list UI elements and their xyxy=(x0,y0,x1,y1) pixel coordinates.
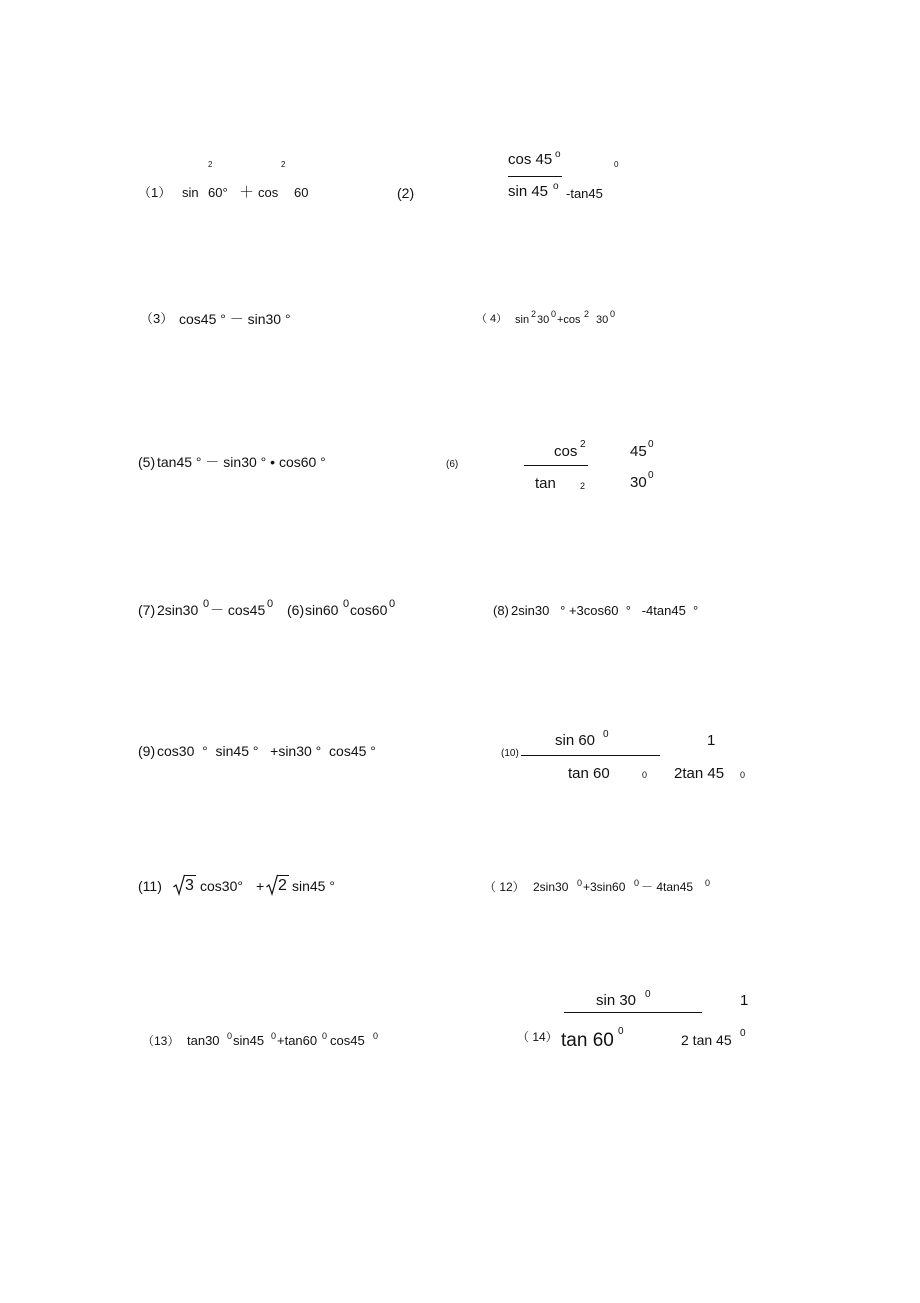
problem-6-tan: tan xyxy=(535,475,556,492)
problem-1-sin: sin xyxy=(182,185,199,200)
problem-4-plus-cos: +cos xyxy=(557,314,581,326)
problem-6-cos: cos xyxy=(554,443,578,460)
sqrt-symbol-icon xyxy=(266,874,278,896)
problem-2-numerator: cos 45 xyxy=(508,151,553,168)
problem-6b-label: (6) xyxy=(287,602,305,618)
problem-11-label: (11) xyxy=(138,878,162,894)
problem-12-exp3: 0 xyxy=(705,878,711,888)
problem-10-num-exp: 0 xyxy=(603,729,609,740)
problem-13-exp1: 0 xyxy=(227,1031,233,1041)
problem-10-fraction-bar xyxy=(521,755,660,756)
problem-2-fraction-bar xyxy=(508,176,562,177)
problem-4-sin-exp: 2 xyxy=(531,309,537,319)
problem-14-tail: 2 tan 45 xyxy=(681,1032,732,1048)
problem-6b-term1: sin60 xyxy=(305,602,339,618)
problem-13-term3: +tan60 xyxy=(277,1033,318,1048)
problem-5-expr: tan45 ° － sin30 ° • cos60 ° xyxy=(157,454,326,470)
problem-7-exp2: 0 xyxy=(267,598,274,610)
problem-6-label: (6) xyxy=(446,459,459,470)
problem-10-numerator: sin 60 xyxy=(555,732,596,749)
problem-1-angle1: 60° xyxy=(208,185,228,200)
sqrt-bar xyxy=(184,875,196,876)
problem-13-term2: sin45 xyxy=(233,1033,265,1048)
problem-10-one: 1 xyxy=(707,732,716,749)
problem-1-exp1: 2 xyxy=(208,160,213,169)
problem-8-expr: 2sin30 ° +3cos60 ° -4tan45 ° xyxy=(511,603,699,618)
problem-10-tail-exp: 0 xyxy=(740,770,746,780)
problem-14-label: （ 14） xyxy=(517,1030,558,1044)
problem-1-plus: ＋ xyxy=(239,184,255,201)
sqrt-symbol-icon xyxy=(173,874,185,896)
problem-4-label: （ 4） xyxy=(476,313,508,325)
problem-6b-exp2: 0 xyxy=(389,598,396,610)
problem-6-tan-exp: 2 xyxy=(580,481,586,491)
problem-6-cos-exp: 2 xyxy=(580,439,586,450)
problem-4-cos-exp: 2 xyxy=(584,309,590,319)
problem-11-radicand1: 3 xyxy=(185,877,194,894)
problem-12-exp1: 0 xyxy=(577,878,583,888)
problem-1-angle2: 60 xyxy=(294,185,309,200)
problem-11-plus: + xyxy=(256,878,265,894)
problem-12-term2: +3sin60 xyxy=(583,880,626,894)
problem-9-expr: cos30 ° sin45 ° +sin30 ° cos45 ° xyxy=(157,743,376,759)
problem-11-term2: sin45 ° xyxy=(292,878,335,894)
problem-14-fraction-bar xyxy=(564,1012,702,1013)
problem-11-radicand2: 2 xyxy=(278,877,287,894)
problem-9-label: (9) xyxy=(138,743,156,759)
problem-7-term2: － cos45 xyxy=(210,602,266,618)
problem-2-tail-exp: 0 xyxy=(614,160,619,169)
problem-7-exp1: 0 xyxy=(203,598,210,610)
problem-14-denominator: tan 60 xyxy=(561,1030,614,1051)
problem-10-tail: 2tan 45 xyxy=(674,765,725,782)
problem-3-label: （3） xyxy=(140,311,174,326)
problem-13-exp4: 0 xyxy=(373,1031,379,1041)
problem-10-label: (10) xyxy=(501,748,519,759)
problem-12-exp2: 0 xyxy=(634,878,640,888)
problem-6b-term2: cos60 xyxy=(350,602,388,618)
problem-10-den-exp: 0 xyxy=(642,770,648,780)
problem-1-label: （1） xyxy=(138,185,172,200)
problem-13-label: （13） xyxy=(142,1034,180,1048)
problem-4-angle1: 30 xyxy=(537,314,550,326)
problem-1-exp2: 2 xyxy=(281,160,286,169)
problem-6-angle1: 45 xyxy=(630,443,647,460)
problem-14-one: 1 xyxy=(740,992,749,1009)
problem-4-angle2-exp: 0 xyxy=(610,309,616,319)
problem-13-exp2: 0 xyxy=(271,1031,277,1041)
problem-2-label: (2) xyxy=(397,185,415,201)
problem-14-numerator: sin 30 xyxy=(596,992,637,1009)
problem-2-num-exp: o xyxy=(555,149,561,160)
problem-6-angle1-exp: 0 xyxy=(648,439,654,450)
problem-4-sin: sin xyxy=(515,314,530,326)
problem-12-term3: － 4tan45 xyxy=(641,880,694,894)
problem-7-label: (7) xyxy=(138,602,156,618)
problem-8-label: (8) xyxy=(493,603,509,618)
problem-4-angle2: 30 xyxy=(596,314,609,326)
problem-14-num-exp: 0 xyxy=(645,989,651,1000)
problem-1-cos: cos xyxy=(258,185,279,200)
problem-2-tail: -tan45 xyxy=(566,186,603,201)
problem-11-term1: cos30° xyxy=(200,878,243,894)
sqrt-bar xyxy=(277,875,289,876)
problem-12-term1: 2sin30 xyxy=(533,880,569,894)
problem-2-denominator: sin 45 xyxy=(508,183,549,200)
problem-2-den-exp: o xyxy=(553,181,559,192)
problem-6-angle2: 30 xyxy=(630,474,647,491)
problem-12-label: （ 12） xyxy=(484,880,525,894)
problem-6b-exp1: 0 xyxy=(343,598,350,610)
problem-14-den-exp: 0 xyxy=(618,1026,624,1037)
problem-7-term1: 2sin30 xyxy=(157,602,199,618)
problem-13-term1: tan30 xyxy=(187,1033,220,1048)
problem-14-tail-exp: 0 xyxy=(740,1028,746,1039)
problem-10-denominator: tan 60 xyxy=(568,765,610,782)
problem-13-term4: cos45 xyxy=(330,1033,365,1048)
problem-4-angle1-exp: 0 xyxy=(551,309,557,319)
problem-13-exp3: 0 xyxy=(322,1031,328,1041)
problem-6-fraction-bar xyxy=(524,465,588,466)
problem-6-angle2-exp: 0 xyxy=(648,470,654,481)
problem-5-label: (5) xyxy=(138,454,156,470)
problem-3-expr: cos45 ° － sin30 ° xyxy=(179,311,291,327)
